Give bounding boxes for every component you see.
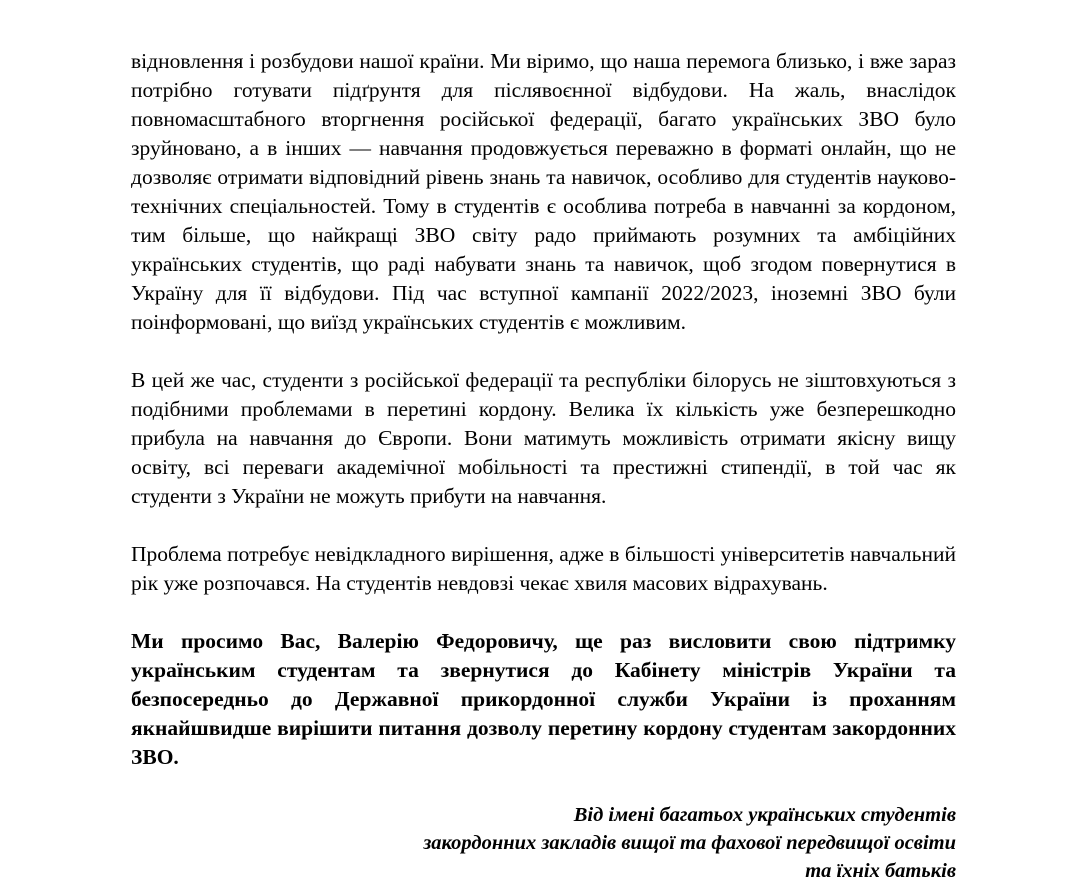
- signature-block: [131, 801, 956, 882]
- signature-line-1: Від імені багатьох українських студентів: [573, 804, 956, 826]
- paragraph-request-bold: Ми просимо Вас, Валерію Федоровичу, ще раз висловити свою підтримку українським студентам та звернутися до Кабінету міністрів України та безпосередньо до Державної прикордонної служби України із проханням якнайшвидше вирішити питання дозволу перетину кордону студентам закордонних ЗВО.: [131, 629, 956, 769]
- paragraph-russia-belarus-students: В цей же час, студенти з російської федерації та республіки білорусь не зіштовхуються з подібними проблемами в перетині кордону. Велика їх кількість уже безперешкодно прибула на навчання до Європи. Вони матимуть можливість отримати якісну вищу освіту, всі переваги академічної мобільності та престижні стипендії, в той час як студенти з України не можуть прибути на навчання.: [131, 368, 956, 508]
- signature-line-2: закордонних закладів вищої та фахової передвищої освіти: [423, 832, 956, 854]
- paragraph-reconstruction-need: відновлення і розбудови нашої країни. Ми віримо, що наша перемога близько, і вже зараз потрібно готувати підґрунтя для післявоєнної відбудови. На жаль, внаслідок повномасштабного вторгнення російської федерації, багато українських ЗВО було зруйновано, а в інших — навчання продовжується переважно в форматі онлайн, що не дозволяє отримати відповідний рівень знань та навичок, особливо для студентів науково-технічних спеціальностей. Тому в студентів є особлива потреба в навчанні за кордоном, тим більше, що найкращі ЗВО світу радо приймають розумних та амбіційних українських студентів, що раді набувати знань та навичок, щоб згодом повернутися в Україну для її відбудови. Під час вступної кампанії 2022/2023, іноземні ЗВО були поінформовані, що виїзд українських студентів є можливим.: [131, 49, 956, 334]
- signature-line-3: та їхніх батьків: [805, 860, 956, 882]
- paragraph-urgency: Проблема потребує невідкладного вирішення, адже в більшості університетів навчальний рік уже розпочався. На студентів невдовзі чекає хвиля масових відрахувань.: [131, 542, 956, 595]
